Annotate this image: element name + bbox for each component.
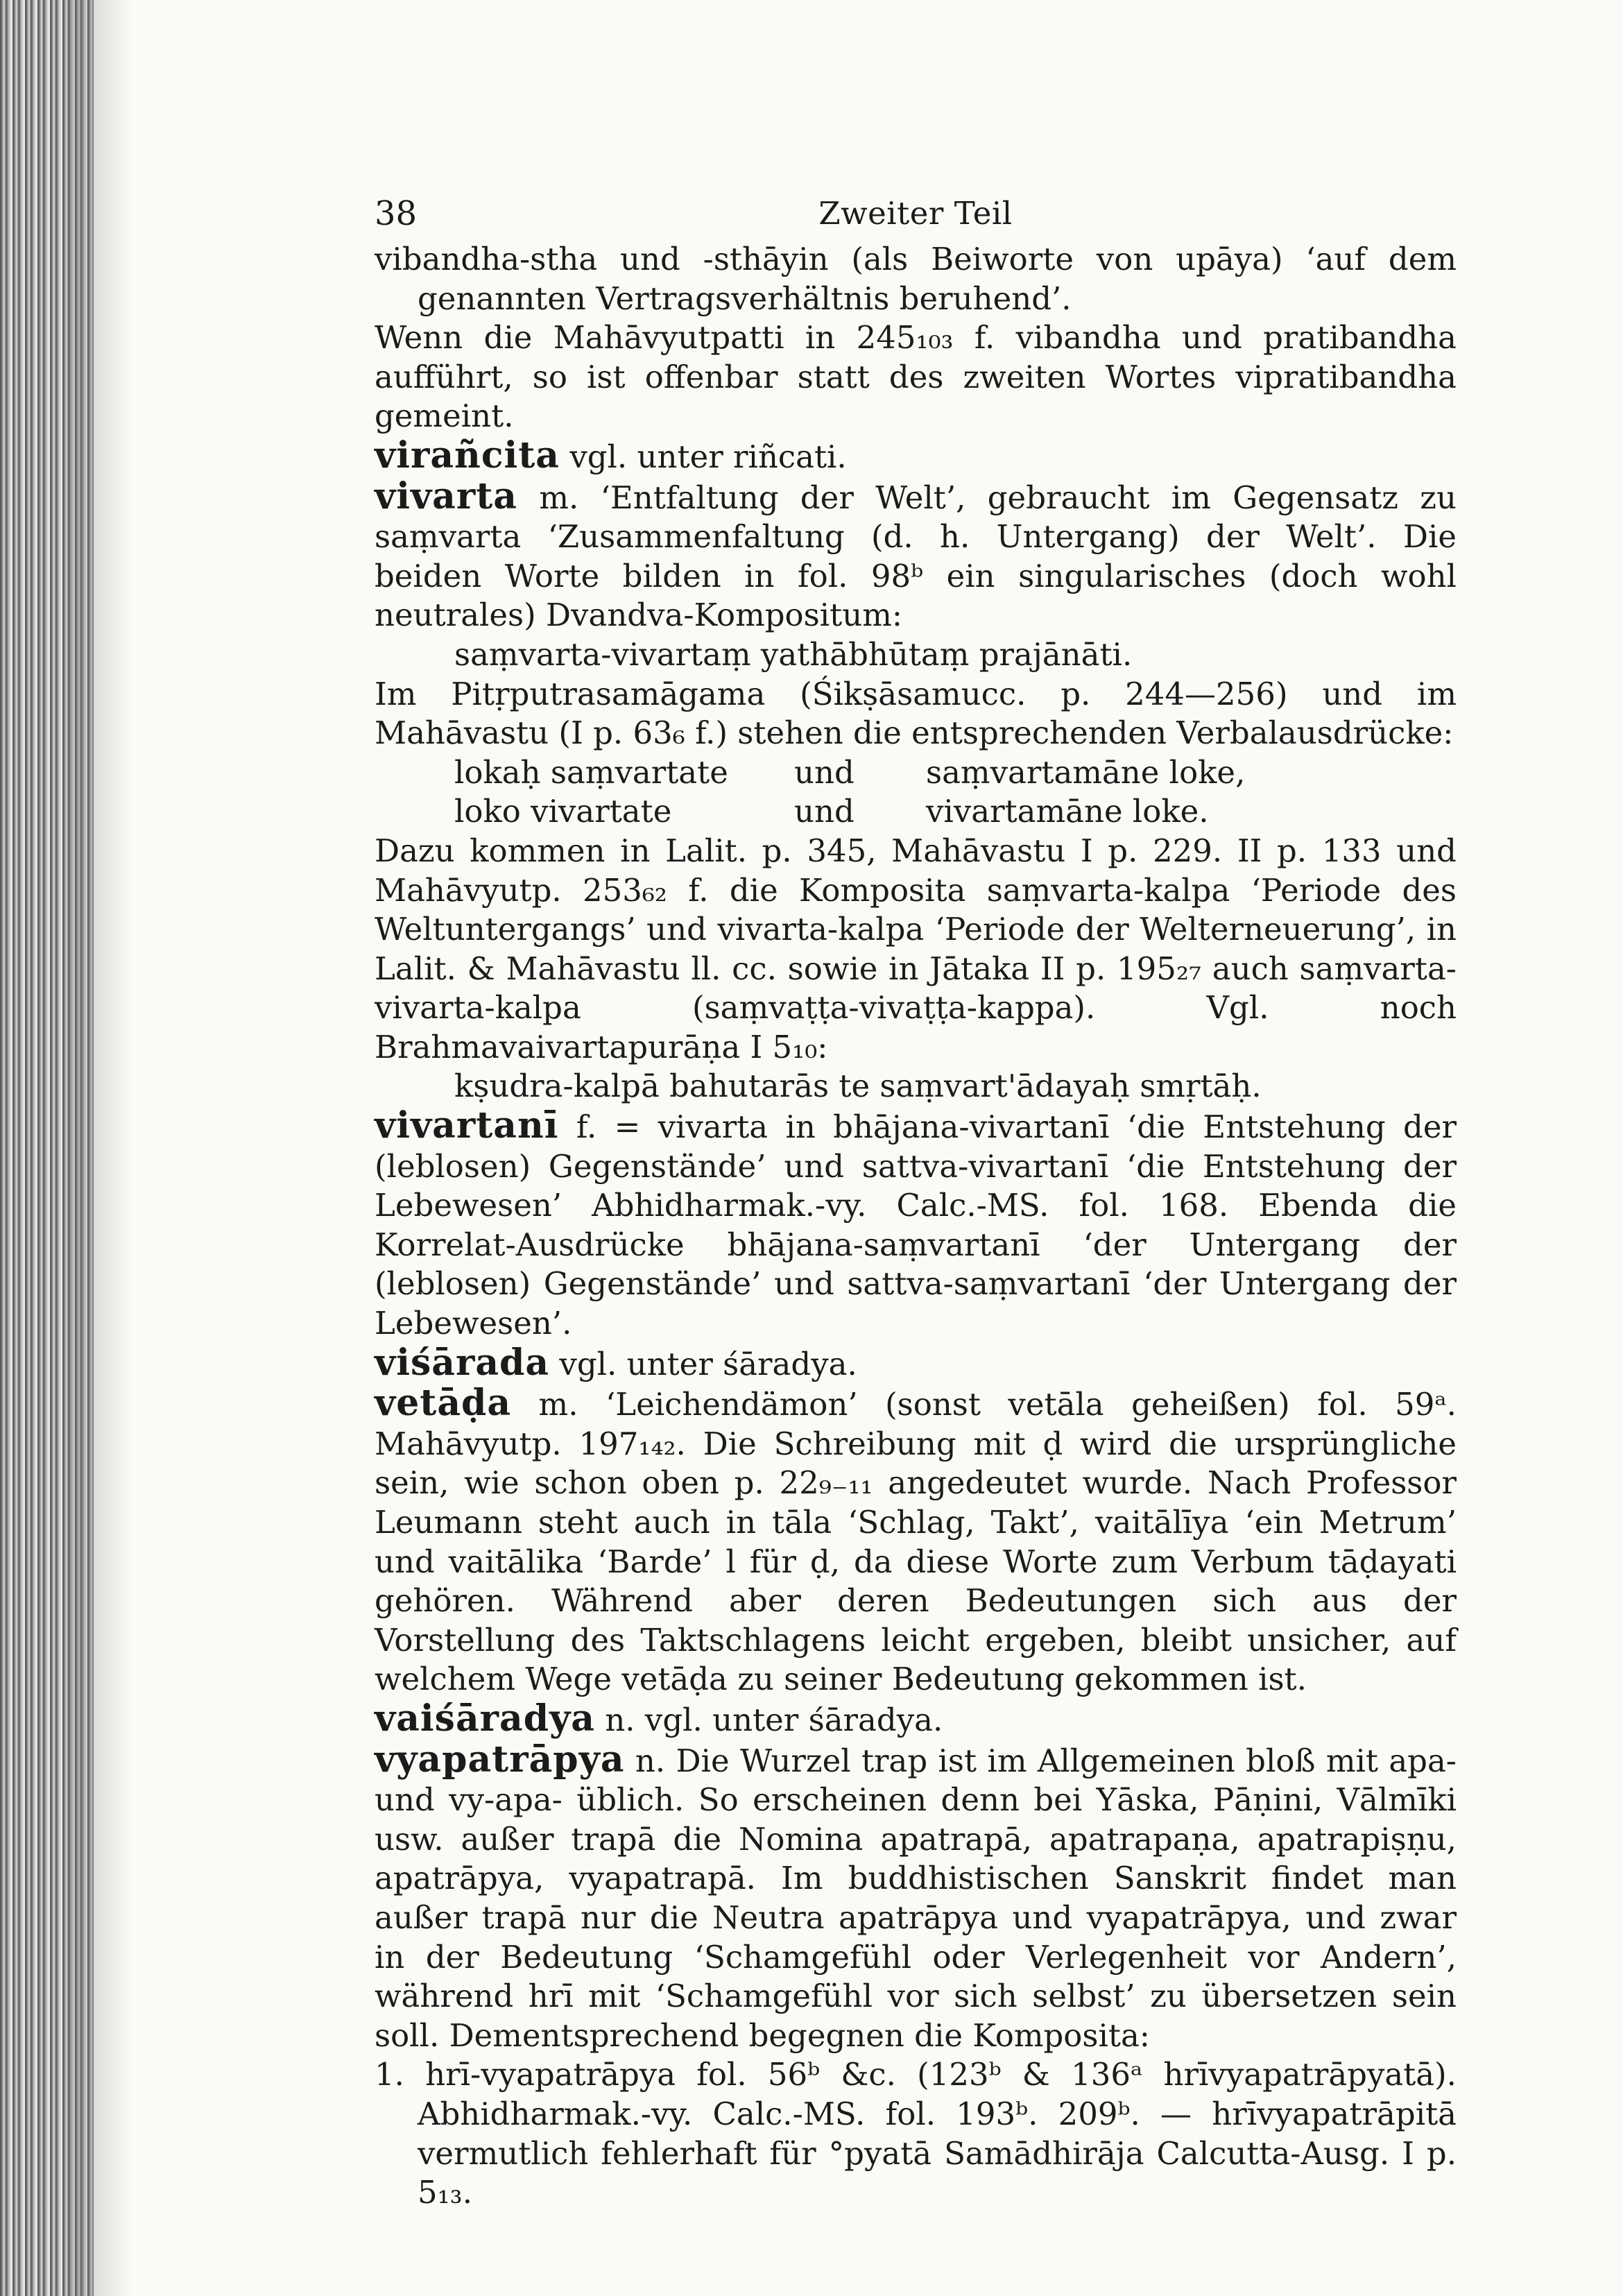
- entry-vivarta: [375, 474, 1457, 635]
- entry-text: n. Die Wurzel trap ist im Allgemeinen bloß mit apa- und vy-apa- üblich. So erscheinen denn bei Yāska, Pāṇini, Vālmīki usw. außer trapā die Nomina apatrapā, apatrapaṇa, apatrapiṣṇu, apatrāpya, vyapatrapā. Im buddhistischen Sanskrit findet man außer trapā nur die Neutra apatrāpya und vyapatrāpya, und zwar in der Bedeutung ‘Schamgefühl oder Verlegenheit vor Andern’, während hrī mit ‘Schamgefühl vor sich selbst’ zu übersetzen sein soll. Dementsprechend begegnen die Komposita:: [375, 1742, 1457, 2054]
- entry-text: vgl. unter riñcati.: [569, 438, 847, 475]
- running-header: [375, 194, 1457, 240]
- entry-text: m. ‘Entfaltung der Welt’, gebraucht im Gegensatz zu saṃvarta ‘Zusammenfaltung (d. h. Untergang) der Welt’. Die beiden Worte bilden in fol. 98ᵇ ein singularisches (doch wohl neutrales) Dvandva-Kompositum:: [375, 479, 1457, 634]
- verbal-right: saṃvartamāne loke,: [926, 753, 1246, 791]
- numbered-item-1: 1. hrī-vyapatrāpya fol. 56ᵇ &c. (123ᵇ & 136ᵃ hrīvyapatrāpyatā). Abhidharmak.-vy. Calc.-MS. fol. 193ᵇ. 209ᵇ. — hrīvyapatrāpitā vermutlich fehlerhaft für °pyatā Samādhirāja Calcutta-Ausg. I p. 5₁₃.: [375, 2056, 1457, 2211]
- scan-shadow: [69, 0, 132, 2296]
- entry-text: m. ‘Leichendämon’ (sonst vetāla geheißen) fol. 59ᵃ. Mahāvyutp. 197₁₄₂. Die Schreibung mit ḍ wird die ursprüngliche sein, wie schon oben p. 22₉₋₁₁ angedeutet wurde. Nach Professor Leumann steht auch in tāla ‘Schlag, Takt’, vaitālīya ‘ein Metrum’ und vaitālika ‘Barde’ l für ḍ, da diese Worte zum Verbum tāḍayati gehören. Während aber deren Bedeutungen sich aus der Vorstellung des Taktschlagens leicht ergeben, bleibt unsicher, auf welchem Wege vetāḍa zu seiner Bedeutung gekommen ist.: [375, 1386, 1457, 1698]
- entry-virancita: [375, 436, 1457, 477]
- paragraph-dazu: Dazu kommen in Lalit. p. 345, Mahāvastu I p. 229. II p. 133 und Mahāvyutp. 253₆₂ f. die Komposita saṃvarta-kalpa ‘Periode des Weltuntergangs’ und vivarta-kalpa ‘Periode der Welterneuerung’, in Lalit. & Mahāvastu ll. cc. sowie in Jātaka II p. 195₂₇ auch saṃvarta-vivarta-kalpa (saṃvaṭṭa-vivaṭṭa-kappa). Vgl. noch Brahmavaivartapurāṇa I 5₁₀:: [375, 832, 1457, 1065]
- page-number: 38: [375, 194, 418, 233]
- verbal-und: und: [794, 793, 855, 830]
- entry-text: vgl. unter śāradya.: [559, 1345, 857, 1382]
- verbal-row: [375, 753, 1457, 793]
- entry-vyapatrapya: [375, 1740, 1457, 2056]
- entry-vaisaradya: [375, 1699, 1457, 1740]
- quote-samvarta: saṃvarta-vivartaṃ yathābhūtaṃ prajānāti.: [454, 635, 1133, 673]
- book-page: [375, 194, 1457, 2213]
- headword-vaisaradya: vaiśāradya: [375, 1697, 595, 1740]
- entry-vibandha: vibandha-stha und -sthāyin (als Beiworte von upāya) ‘auf dem genannten Vertragsverhältnis beruhend’.: [375, 241, 1457, 317]
- quote-ksudra: kṣudra-kalpā bahutarās te saṃvart'ādayaḥ smṛtāḥ.: [454, 1068, 1262, 1105]
- verbal-left: loko vivartate: [454, 793, 672, 830]
- entry-vetada: [375, 1384, 1457, 1699]
- headword-vetada: vetāḍa: [375, 1382, 512, 1425]
- headword-vivartani: vivartanī: [375, 1104, 559, 1147]
- entry-visarada: [375, 1341, 1457, 1385]
- entry-text: f. = vivarta in bhājana-vivartanī ‘die Entstehung der (leblosen) Gegenstände’ und sattva-vivartanī ‘die Entstehung der Lebewesen’ Abhidharmak.-vy. Calc.-MS. fol. 168. Ebenda die Korrelat-Ausdrücke bhājana-saṃvartanī ‘der Untergang der (leblosen) Gegenstände’ und sattva-saṃvartanī ‘der Untergang der Lebewesen’.: [375, 1108, 1457, 1342]
- entry-vivartani: [375, 1106, 1457, 1344]
- paragraph-mahavyutpatti: Wenn die Mahāvyutpatti in 245₁₀₃ f. vibandha und pratibandha aufführt, so ist offenbar statt des zweiten Wortes vipratibandha gemeint.: [375, 319, 1457, 435]
- entry-text: n. vgl. unter śāradya.: [605, 1701, 943, 1738]
- verbal-left: lokaḥ saṃvartate: [454, 753, 728, 791]
- verbal-row: [375, 792, 1457, 832]
- running-title: Zweiter Teil: [818, 195, 1013, 232]
- headword-visarada: viśārada: [375, 1341, 550, 1384]
- headword-vivarta: vivarta: [375, 474, 517, 517]
- verbal-right: vivartamāne loke.: [926, 793, 1209, 830]
- headword-virancita: virañcita: [375, 434, 560, 477]
- paragraph-pitrputra: Im Pitṛputrasamāgama (Śikṣāsamucc. p. 244—256) und im Mahāvastu (I p. 63₆ f.) stehen die entsprechenden Verbalausdrücke:: [375, 675, 1457, 752]
- verbal-und: und: [794, 753, 855, 791]
- headword-vyapatrapya: vyapatrāpya: [375, 1738, 625, 1781]
